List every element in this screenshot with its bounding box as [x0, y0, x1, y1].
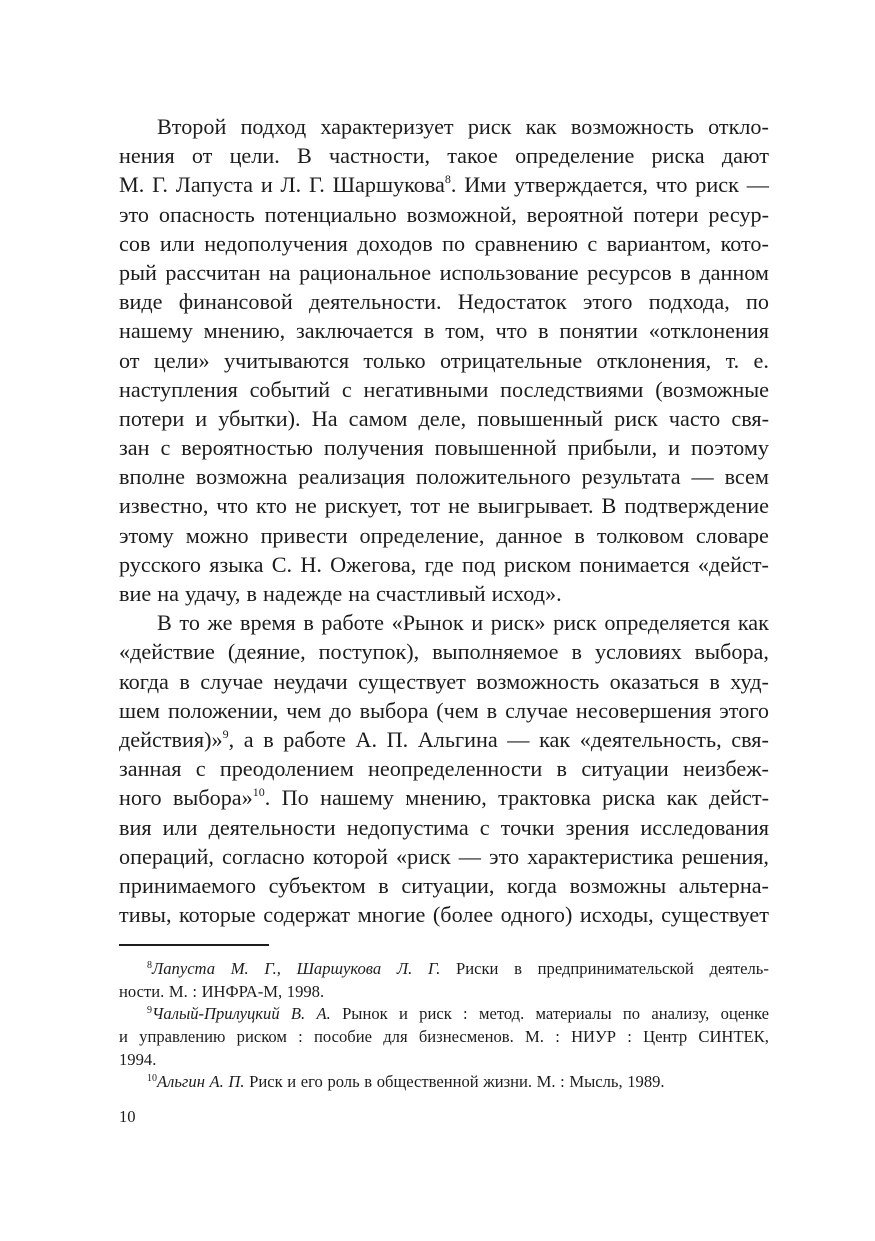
text-line: вия или деятельности недопустима с точки зрения исследования: [119, 814, 769, 840]
text-line: виде финансовой деятельности. Недостаток этого подхода, по: [119, 289, 769, 315]
text-line: когда в случае неудачи существует возможность оказаться в худ-: [119, 668, 769, 694]
text-line: Второй подход характеризует риск как возможность откло-: [157, 114, 769, 139]
text-line: действия)»$^9$, а в работе А. П. Альгина — как «деятельность, свя-: [119, 726, 769, 752]
text-line: от цели» учитываются только отрицательные отклонения, т. е.: [119, 347, 769, 373]
footnote-line: $^9$Чалый-Прилуцкий В. А. Рынок и риск : метод. материалы по анализу, оценке: [147, 1004, 769, 1024]
footnote-divider: [119, 944, 269, 946]
footnote-ref: 9: [222, 726, 229, 741]
text-line: нашему мнению, заключается в том, что в понятии «отклонения: [119, 318, 769, 344]
text-line: операций, согласно которой «риск — это характеристика решения,: [119, 843, 769, 869]
text-line: «действие (деяние, поступок), выполняемое в условиях выбора,: [119, 639, 769, 665]
text-line: потери и убытки). На самом деле, повышенный риск часто свя-: [119, 405, 769, 431]
text-line: нения от цели. В частности, такое определение риска дают: [119, 143, 769, 169]
main-text: [119, 112, 769, 929]
text-line: известно, что кто не рискует, тот не выигрывает. В подтверждение: [119, 493, 769, 519]
text-line: тивы, которые содержат многие (более одного) исходы, существует: [119, 902, 769, 928]
footnote: [119, 958, 769, 1003]
page-number: 10: [119, 1107, 136, 1126]
footnotes: [119, 958, 769, 1094]
footnote-ref: 10: [252, 785, 265, 800]
text-line: ного выбора»$^{10}$. По нашему мнению, трактовка риска как дейст-: [119, 785, 769, 811]
text-line: М. Г. Лапуста и Л. Г. Шаршукова$^8$. Ими утверждается, что риск —: [119, 172, 769, 198]
footnote-line: $^8$Лапуста М. Г., Шаршукова Л. Г. Риски в предпринимательской деятель-: [147, 959, 769, 978]
footnote-line: ности. М. : ИНФРА-М, 1998.: [119, 981, 325, 1001]
footnote-line: и управлению риском : пособие для бизнесменов. М. : НИУР : Центр СИНТЕК,: [119, 1027, 769, 1047]
footnote-number: 9: [147, 1005, 152, 1017]
text-line: рый рассчитан на рациональное использование ресурсов в данном: [119, 259, 769, 285]
footnote-ref: 8: [444, 172, 451, 187]
footnote: [119, 1071, 769, 1094]
paragraph: [119, 608, 769, 929]
text-line: занная с преодолением неопределенности в ситуации неизбеж-: [119, 756, 769, 782]
text-line: зан с вероятностью получения повышенной прибыли, и поэтому: [119, 435, 769, 461]
text-line: наступления событий с негативными последствиями (возможные: [119, 376, 769, 402]
text-line: русского языка С. Н. Ожегова, где под риском понимается «дейст-: [119, 551, 769, 577]
footnote-line: $^{10}$Альгин А. П. Риск и его роль в общественной жизни. М. : Мысль, 1989.: [147, 1072, 665, 1092]
footnote: [119, 1003, 769, 1071]
footnote-number: 10: [147, 1073, 157, 1085]
text-line: это опасность потенциально возможной, вероятной потери ресур-: [119, 201, 769, 227]
text-line: этому можно привести определение, данное в толковом словаре: [119, 522, 769, 548]
text-line: В то же время в работе «Рынок и риск» риск определяется как: [157, 610, 769, 636]
text-line: вполне возможна реализация положительного результата — всем: [119, 464, 769, 490]
text-line: вие на удачу, в надежде на счастливый исход».: [119, 581, 562, 606]
paragraph: [119, 112, 769, 608]
text-line: принимаемого субъектом в ситуации, когда возможны альтерна-: [119, 872, 769, 898]
footnote-line: 1994.: [119, 1049, 157, 1069]
footnote-number: 8: [147, 960, 152, 971]
text-line: шем положении, чем до выбора (чем в случае несовершения этого: [119, 697, 769, 723]
text-line: сов или недополучения доходов по сравнению с вариантом, кото-: [119, 230, 769, 256]
